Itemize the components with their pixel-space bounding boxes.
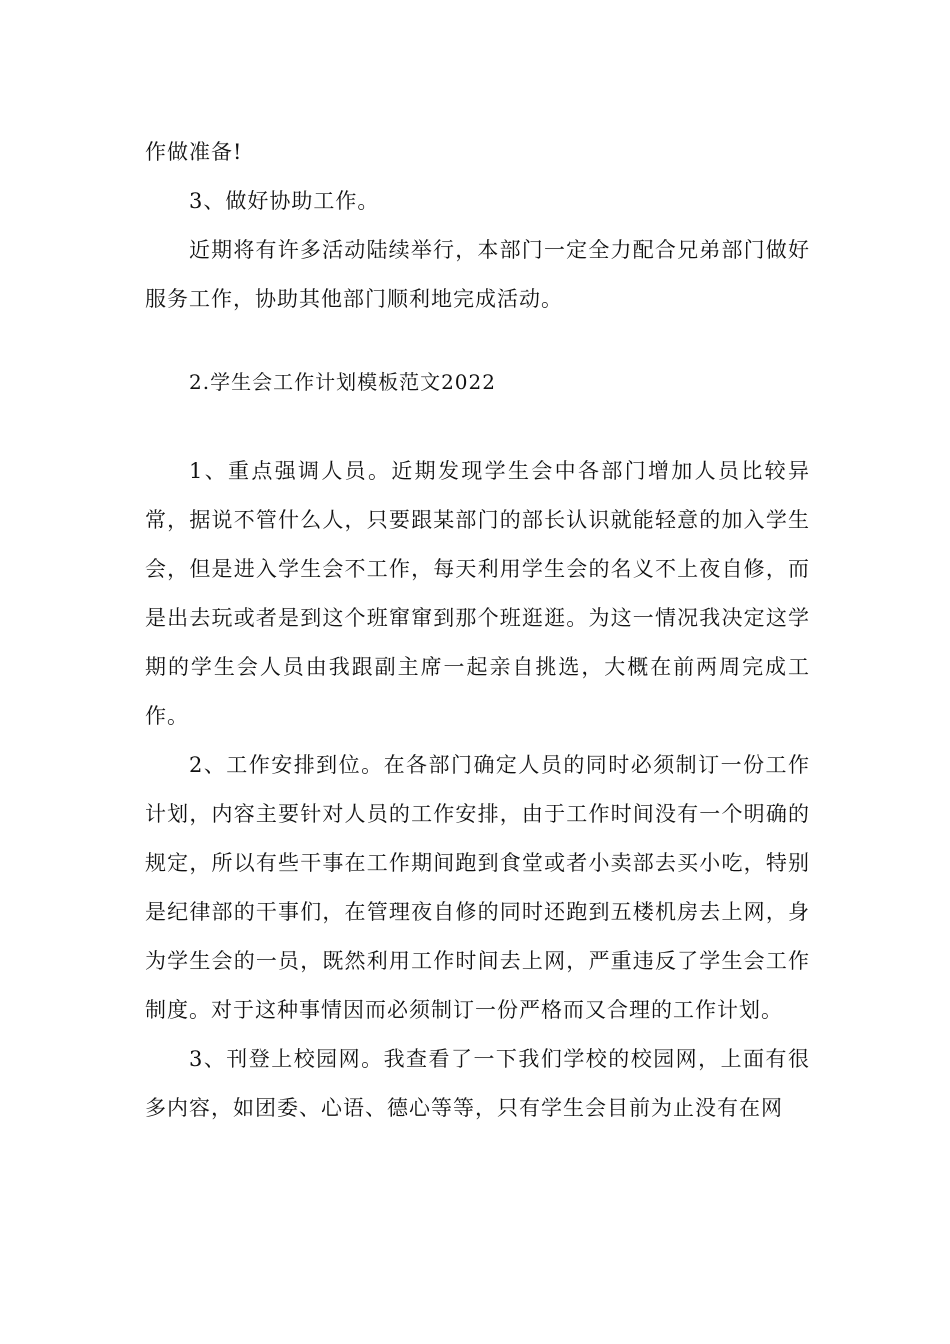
section-heading: 2.学生会工作计划模板范文2022 (189, 370, 496, 394)
document-body (145, 128, 810, 1133)
paragraph: 3、刊登上校园网。我查看了一下我们学校的校园网，上面有很多内容，如团委、心语、德心等等，只有学生会目前为止没有在网 (145, 1047, 810, 1120)
paragraph: 2、工作安排到位。在各部门确定人员的同时必须制订一份工作计划，内容主要针对人员的工作安排，由于工作时间没有一个明确的规定，所以有些干事在工作期间跑到食堂或者小卖部去买小吃，特别是纪律部的干事们，在管理夜自修的同时还跑到五楼机房去上网，身为学生会的一员，既然利用工作时间去上网，严重违反了学生会工作制度。对于这种事情因而必须制订一份严格而又合理的工作计划。 (145, 753, 810, 1022)
paragraph: 3、做好协助工作。 (189, 189, 380, 213)
paragraph: 近期将有许多活动陆续举行，本部门一定全力配合兄弟部门做好服务工作，协助其他部门顺利地完成活动。 (145, 238, 810, 311)
paragraph: 1、重点强调人员。近期发现学生会中各部门增加人员比较异常，据说不管什么人，只要跟某部门的部长认识就能轻意的加入学生会，但是进入学生会不工作，每天利用学生会的名义不上夜自修，而是出去玩或者是到这个班窜窜到那个班逛逛。为这一情况我决定这学期的学生会人员由我跟副主席一起亲自挑选，大概在前两周完成工作。 (145, 459, 810, 728)
paragraph: 作做准备! (145, 140, 243, 164)
